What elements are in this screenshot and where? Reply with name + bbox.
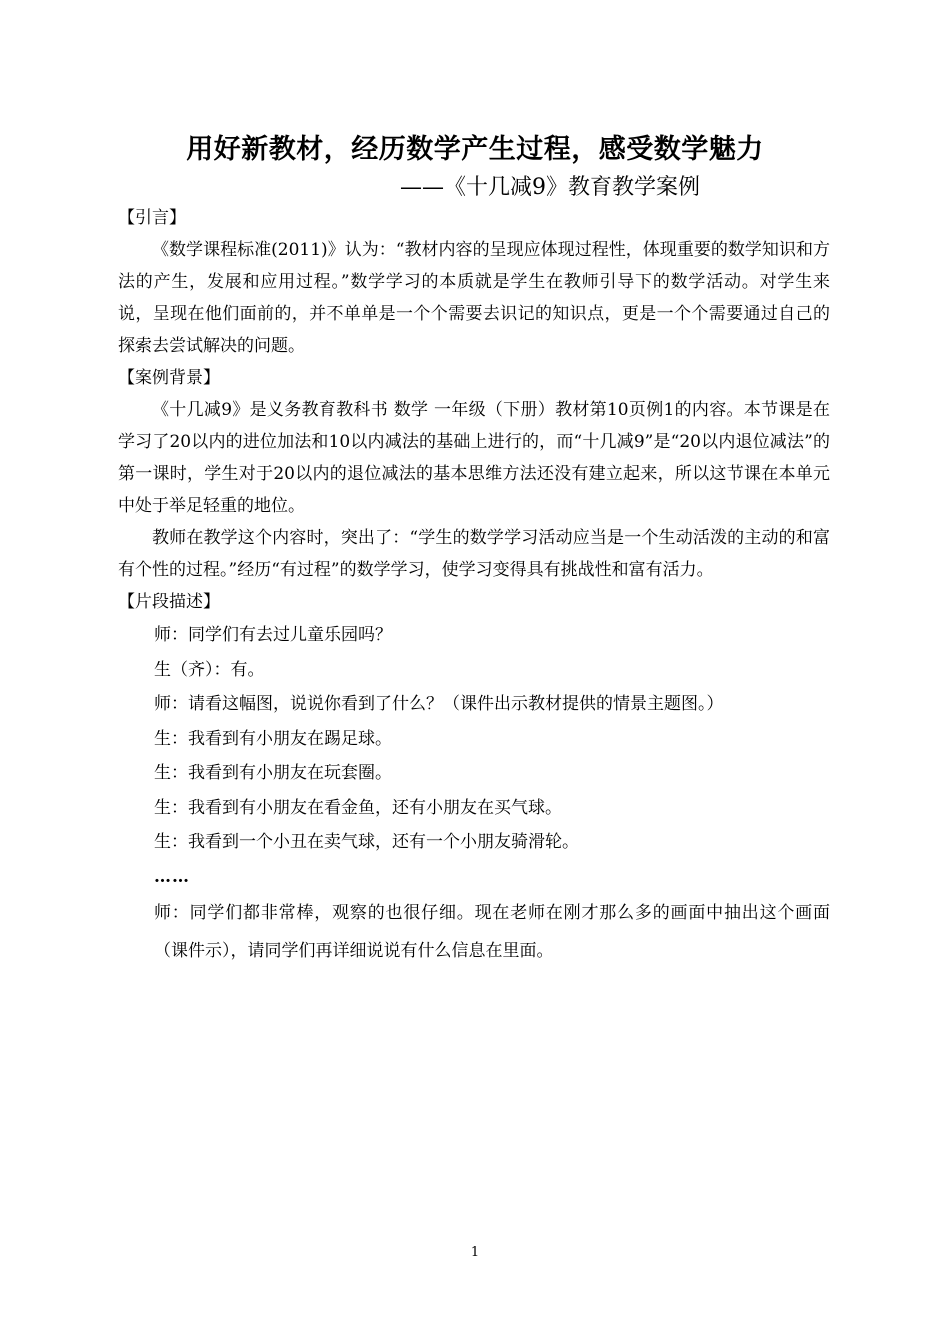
dialogue-closing: 师：同学们都非常棒，观察的也很仔细。现在老师在刚才那么多的画面中抽出这个画面（课件示），请同学们再详细说说有什么信息在里面。	[154, 902, 830, 961]
document-body	[118, 202, 830, 970]
dialogue-ellipsis: ……	[154, 866, 190, 887]
dialogue-line: 师：请看这幅图，说说你看到了什么？（课件出示教材提供的情景主题图。）	[154, 694, 724, 714]
dialogue-line: 生（齐）：有。	[154, 659, 265, 680]
background-paragraph-1: 《十几减9》是义务教育教科书 数学 一年级（下册）教材第10页例1的内容。本节课是在学习了20以内的进位加法和10以内减法的基础上进行的，而“十几减9”是“20以内退位减法”的第一课时，学生对于20以内的退位减法的基本思维方法还没有建立起来，所以这节课在本单元中处于举足轻重的地位。	[118, 400, 830, 516]
document-subtitle: ——《十几减9》教育教学案例	[400, 175, 700, 200]
dialogue-line: 生：我看到有小朋友在踢足球。	[154, 728, 392, 749]
section-heading-background: 【案例背景】	[118, 368, 220, 388]
dialogue-line: 师：同学们有去过儿童乐园吗？	[154, 625, 392, 645]
background-paragraph-2: 教师在教学这个内容时，突出了：“学生的数学学习活动应当是一个生动活泼的主动的和富有个性的过程。”经历“有过程”的数学学习，使学习变得具有挑战性和富有活力。	[118, 528, 830, 580]
section-heading-segment: 【片段描述】	[118, 592, 220, 612]
intro-paragraph: 《数学课程标准(2011)》认为：“教材内容的呈现应体现过程性，体现重要的数学知识和方法的产生，发展和应用过程。”数学学习的本质就是学生在教师引导下的数学活动。对学生来说，呈现在他们面前的，并不单单是一个个需要去识记的知识点，更是一个个需要通过自己的探索去尝试解决的问题。	[118, 240, 830, 356]
dialogue-line: 生：我看到一个小丑在卖气球，还有一个小朋友骑滑轮。	[154, 832, 579, 852]
dialogue-line: 生：我看到有小朋友在玩套圈。	[154, 763, 392, 783]
dialogue-line: 生：我看到有小朋友在看金鱼，还有小朋友在买气球。	[154, 797, 562, 818]
page-number: 1	[470, 1245, 480, 1260]
section-heading-intro: 【引言】	[118, 208, 186, 228]
document-title: 用好新教材，经历数学产生过程，感受数学魅力	[186, 134, 764, 165]
